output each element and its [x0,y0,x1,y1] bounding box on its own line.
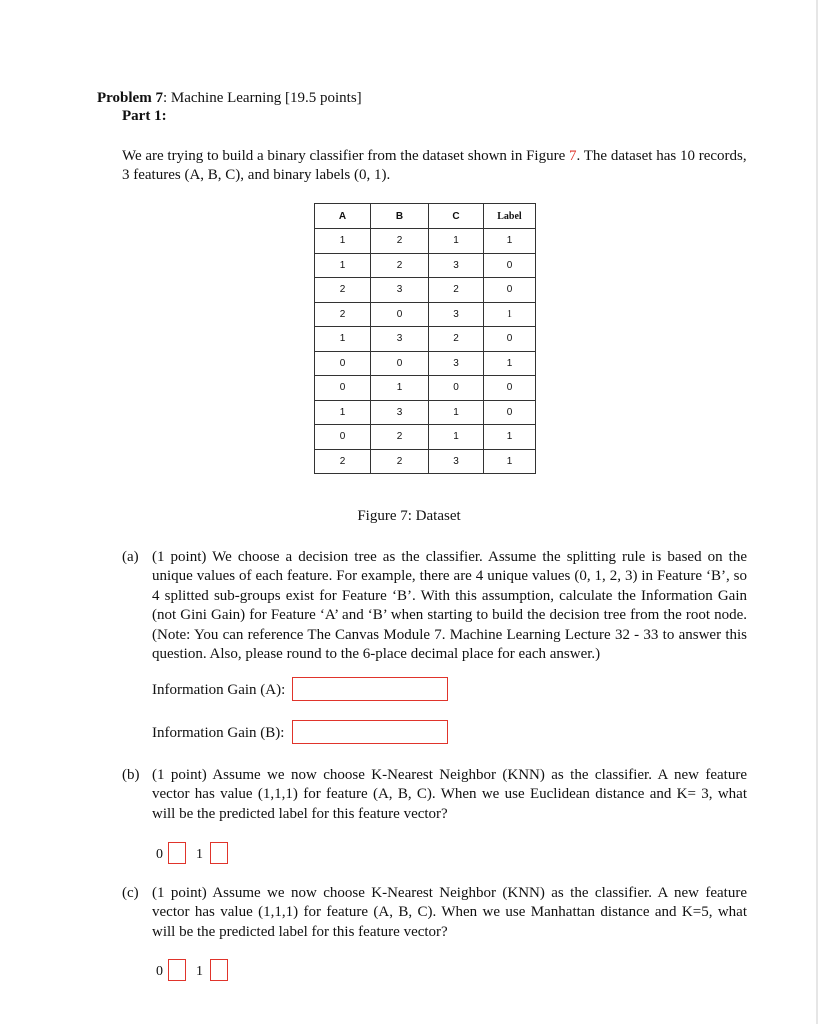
table-header-row [315,204,536,229]
cell-a: 0 [315,425,371,450]
table-row [315,253,536,278]
figure-caption: Figure 7: Dataset [357,508,461,524]
option-1-label: 1 [196,964,203,979]
cell-a: 2 [315,449,371,474]
cell-a: 1 [315,400,371,425]
cell-b: 3 [371,400,429,425]
intro-text-after: . The dataset has 10 records, 3 features (A, B, C), and binary labels (0, 1). [122,148,747,183]
question-c [122,884,747,942]
cell-c: 0 [429,376,484,401]
cell-label: 1 [484,449,536,474]
cell-label: 0 [484,400,536,425]
table-row [315,351,536,376]
option-1-label: 1 [196,847,203,862]
table-row [315,278,536,303]
question-a-mark: (a) [122,549,139,565]
cell-label: 0 [484,327,536,352]
question-a [122,548,747,664]
table-row [315,229,536,254]
info-gain-b-input[interactable] [292,720,448,744]
table-row [315,425,536,450]
question-b-mark: (b) [122,767,140,783]
cell-c: 2 [429,327,484,352]
cell-a: 1 [315,229,371,254]
cell-b: 2 [371,449,429,474]
question-a-text: (1 point) We choose a decision tree as the classifier. Assume the splitting rule is based on the unique values of each feature. For example, there are 4 unique values (0, 1, 2, 3) in Feature ‘B’, so 4 splitted sub-groups exist for Feature ‘B’. With this assumption, calculate the Information Gain (not Gini Gain) for Feature ‘A’ and ‘B’ when starting to build the decision tree from the root node. (Note: You can reference The Canvas Module 7. Machine Learning Lecture 32 - 33 to answer this question. Also, please round to the 6-place decimal place for each answer.) [152,549,747,663]
cell-label: 1 [484,425,536,450]
cell-label: 1 [484,302,536,327]
cell-label: 0 [484,278,536,303]
cell-b: 2 [371,253,429,278]
cell-c: 3 [429,253,484,278]
question-c-mark: (c) [122,885,139,901]
table-row [315,449,536,474]
info-gain-a-label: Information Gain (A): [152,682,286,698]
figure-reference-link[interactable]: 7 [569,148,577,164]
table-row [315,327,536,352]
cell-c: 3 [429,449,484,474]
cell-label: 0 [484,253,536,278]
option-1-checkbox[interactable] [210,959,228,981]
cell-b: 1 [371,376,429,401]
option-0-checkbox[interactable] [168,959,186,981]
cell-a: 0 [315,351,371,376]
option-1-checkbox[interactable] [210,842,228,864]
cell-a: 0 [315,376,371,401]
table-row [315,302,536,327]
cell-label: 1 [484,351,536,376]
option-0-label: 0 [156,847,163,862]
header-c: C [429,204,484,229]
cell-b: 0 [371,302,429,327]
cell-a: 2 [315,278,371,303]
cell-label: 0 [484,376,536,401]
cell-b: 3 [371,278,429,303]
cell-c: 3 [429,302,484,327]
cell-c: 1 [429,425,484,450]
cell-b: 0 [371,351,429,376]
info-gain-a-input[interactable] [292,677,448,701]
header-a: A [315,204,371,229]
part-title: Part 1: [122,108,167,124]
option-0-label: 0 [156,964,163,979]
table-row [315,400,536,425]
cell-c: 1 [429,400,484,425]
problem-title-rest: : Machine Learning [19.5 points] [162,90,362,106]
cell-c: 1 [429,229,484,254]
question-b-text: (1 point) Assume we now choose K-Nearest Neighbor (KNN) as the classifier. A new feature vector has value (1,1,1) for feature (A, B, C). When we use Euclidean distance and K= 3, what will be the predicted label for this feature vector? [152,767,747,822]
table-row [315,376,536,401]
intro-paragraph [122,147,747,185]
info-gain-b-label: Information Gain (B): [152,725,285,741]
cell-label: 1 [484,229,536,254]
cell-a: 1 [315,327,371,352]
cell-b: 3 [371,327,429,352]
option-0-checkbox[interactable] [168,842,186,864]
header-b: B [371,204,429,229]
cell-b: 2 [371,229,429,254]
cell-b: 2 [371,425,429,450]
cell-a: 2 [315,302,371,327]
cell-c: 2 [429,278,484,303]
problem-label: Problem 7 [97,90,163,106]
problem-title [97,90,362,107]
cell-a: 1 [315,253,371,278]
header-label: Label [484,204,536,229]
cell-c: 3 [429,351,484,376]
dataset-table [314,203,536,474]
question-c-text: (1 point) Assume we now choose K-Nearest Neighbor (KNN) as the classifier. A new feature vector has value (1,1,1) for feature (A, B, C). When we use Manhattan distance and K=5, what will be the predicted label for this feature vector? [152,885,747,940]
question-b [122,766,747,824]
intro-text-before: We are trying to build a binary classifier from the dataset shown in Figure [122,148,570,164]
